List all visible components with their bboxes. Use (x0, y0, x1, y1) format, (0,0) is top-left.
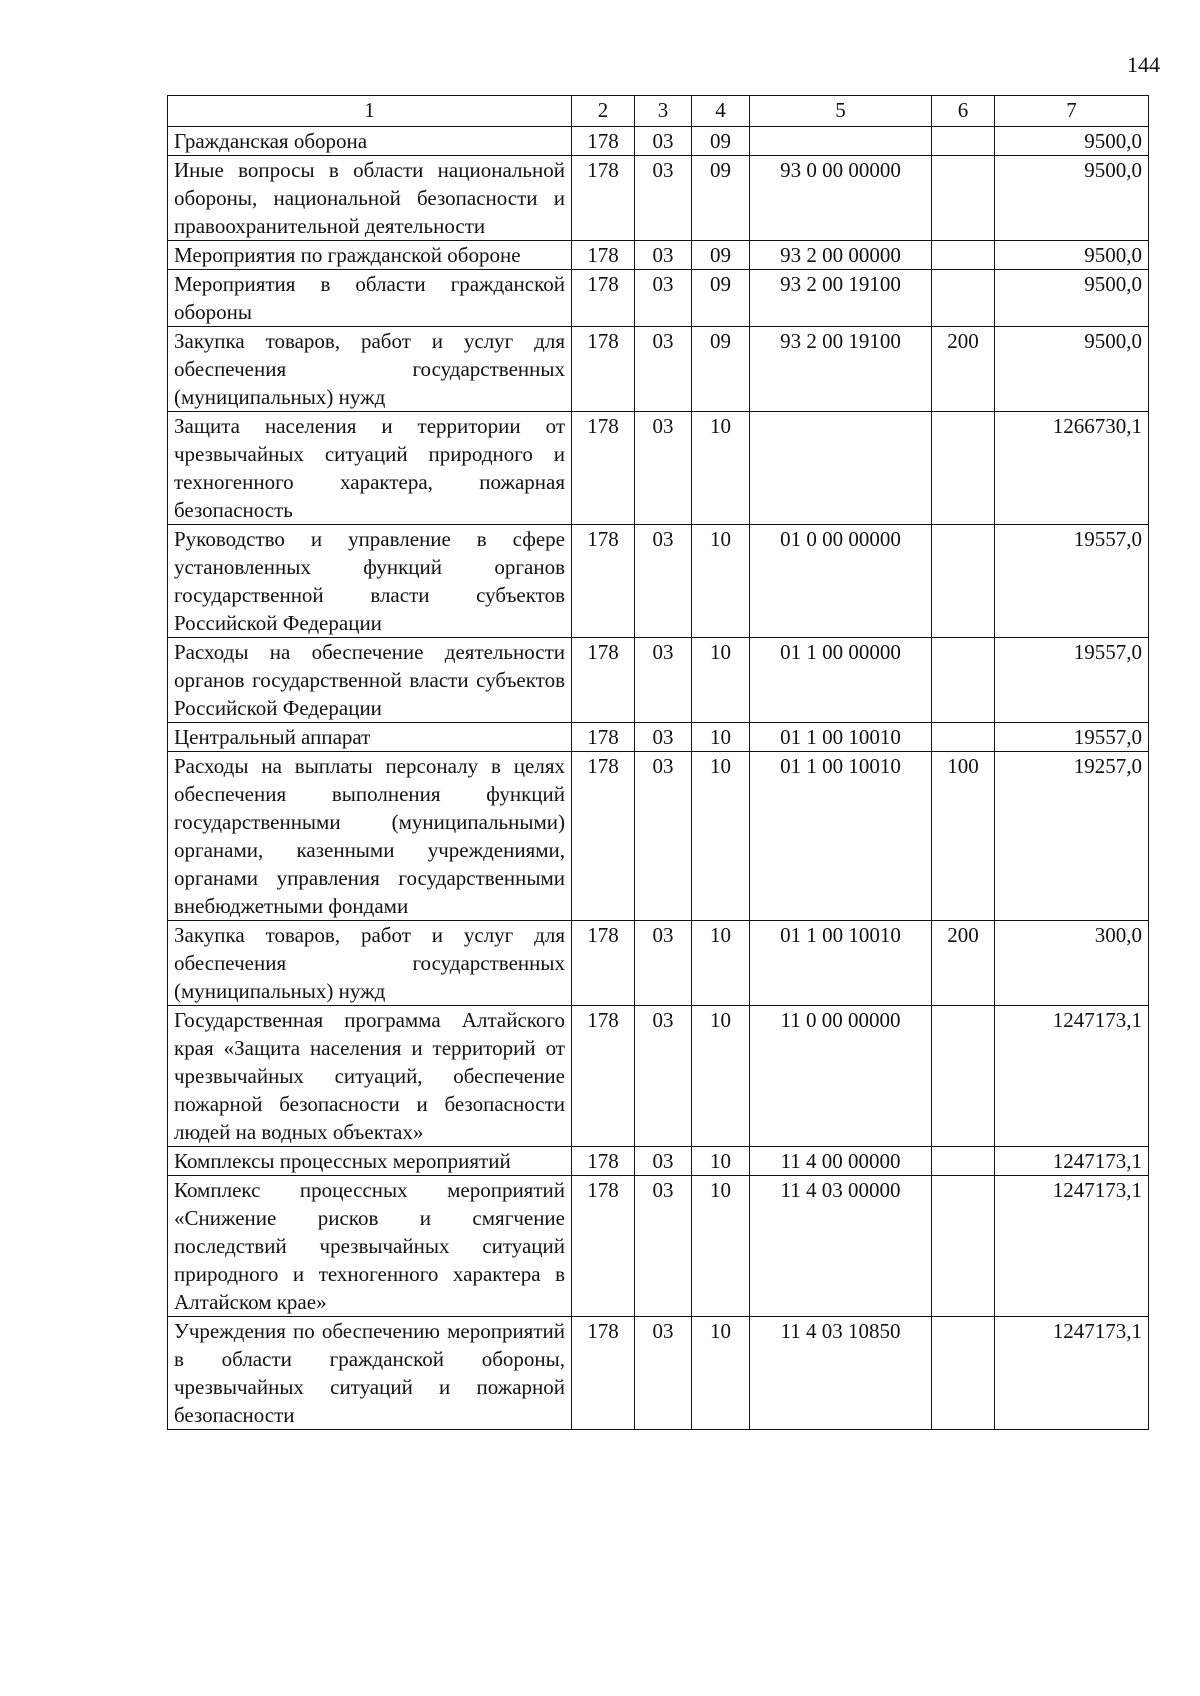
section-code-cell: 03 (635, 1317, 692, 1430)
ministry-code-cell: 178 (572, 723, 635, 752)
subsection-code-cell: 10 (692, 723, 750, 752)
section-code-cell: 03 (635, 412, 692, 525)
table-row (168, 525, 1149, 638)
section-code-cell: 03 (635, 638, 692, 723)
subsection-code-cell: 10 (692, 752, 750, 921)
ministry-code-cell: 178 (572, 412, 635, 525)
amount-cell: 1247173,1 (995, 1147, 1149, 1176)
subsection-code-cell: 10 (692, 921, 750, 1006)
target-article-code-cell: 93 2 00 19100 (750, 327, 932, 412)
table-row (168, 1147, 1149, 1176)
section-code-cell: 03 (635, 525, 692, 638)
target-article-code-cell: 11 4 03 00000 (750, 1176, 932, 1317)
expense-type-code-cell (932, 412, 995, 525)
item-name-cell: Расходы на выплаты персоналу в целях обеспечения выполнения функций государственными (муниципальными) органами, казенными учреждениями, органами управления государственными внебюджетными фондами (168, 752, 572, 921)
section-code-cell: 03 (635, 723, 692, 752)
item-name-cell: Иные вопросы в области национальной обороны, национальной безопасности и правоохранительной деятельности (168, 156, 572, 241)
table-row (168, 412, 1149, 525)
ministry-code-cell: 178 (572, 1006, 635, 1147)
subsection-code-cell: 09 (692, 127, 750, 156)
amount-cell: 19557,0 (995, 638, 1149, 723)
header-col-3: 3 (635, 96, 692, 127)
item-name-cell: Закупка товаров, работ и услуг для обеспечения государственных (муниципальных) нужд (168, 921, 572, 1006)
subsection-code-cell: 09 (692, 156, 750, 241)
item-name-cell: Комплекс процессных мероприятий «Снижение рисков и смягчение последствий чрезвычайных ситуаций природного и техногенного характера в Алтайском крае» (168, 1176, 572, 1317)
target-article-code-cell: 01 1 00 00000 (750, 638, 932, 723)
section-code-cell: 03 (635, 1147, 692, 1176)
item-name-cell: Комплексы процессных мероприятий (168, 1147, 572, 1176)
table-row (168, 241, 1149, 270)
header-col-4: 4 (692, 96, 750, 127)
item-name-cell: Мероприятия в области гражданской обороны (168, 270, 572, 327)
table-row (168, 723, 1149, 752)
target-article-code-cell: 01 1 00 10010 (750, 752, 932, 921)
amount-cell: 19557,0 (995, 723, 1149, 752)
item-name-cell: Гражданская оборона (168, 127, 572, 156)
target-article-code-cell: 93 2 00 00000 (750, 241, 932, 270)
amount-cell: 1247173,1 (995, 1006, 1149, 1147)
section-code-cell: 03 (635, 156, 692, 241)
section-code-cell: 03 (635, 752, 692, 921)
page-number: 144 (1127, 52, 1160, 77)
ministry-code-cell: 178 (572, 327, 635, 412)
subsection-code-cell: 10 (692, 525, 750, 638)
subsection-code-cell: 09 (692, 270, 750, 327)
ministry-code-cell: 178 (572, 525, 635, 638)
amount-cell: 9500,0 (995, 127, 1149, 156)
expense-type-code-cell: 100 (932, 752, 995, 921)
target-article-code-cell: 11 4 03 10850 (750, 1317, 932, 1430)
target-article-code-cell (750, 127, 932, 156)
ministry-code-cell: 178 (572, 270, 635, 327)
section-code-cell: 03 (635, 1176, 692, 1317)
header-col-6: 6 (932, 96, 995, 127)
ministry-code-cell: 178 (572, 921, 635, 1006)
table-header (168, 96, 1149, 127)
amount-cell: 9500,0 (995, 270, 1149, 327)
section-code-cell: 03 (635, 127, 692, 156)
expense-type-code-cell (932, 1317, 995, 1430)
amount-cell: 19257,0 (995, 752, 1149, 921)
amount-cell: 1266730,1 (995, 412, 1149, 525)
target-article-code-cell: 01 0 00 00000 (750, 525, 932, 638)
ministry-code-cell: 178 (572, 752, 635, 921)
section-code-cell: 03 (635, 1006, 692, 1147)
header-col-2: 2 (572, 96, 635, 127)
expense-type-code-cell (932, 723, 995, 752)
budget-table (167, 95, 1149, 1430)
amount-cell: 19557,0 (995, 525, 1149, 638)
table-row (168, 270, 1149, 327)
target-article-code-cell: 01 1 00 10010 (750, 723, 932, 752)
table-row (168, 1176, 1149, 1317)
item-name-cell: Центральный аппарат (168, 723, 572, 752)
subsection-code-cell: 10 (692, 638, 750, 723)
expense-type-code-cell (932, 241, 995, 270)
target-article-code-cell: 01 1 00 10010 (750, 921, 932, 1006)
target-article-code-cell: 93 0 00 00000 (750, 156, 932, 241)
ministry-code-cell: 178 (572, 1317, 635, 1430)
table-row (168, 127, 1149, 156)
section-code-cell: 03 (635, 921, 692, 1006)
target-article-code-cell: 11 4 00 00000 (750, 1147, 932, 1176)
table-row (168, 1317, 1149, 1430)
ministry-code-cell: 178 (572, 127, 635, 156)
target-article-code-cell: 93 2 00 19100 (750, 270, 932, 327)
header-col-1: 1 (168, 96, 572, 127)
subsection-code-cell: 10 (692, 1176, 750, 1317)
subsection-code-cell: 10 (692, 1147, 750, 1176)
expense-type-code-cell (932, 156, 995, 241)
target-article-code-cell: 11 0 00 00000 (750, 1006, 932, 1147)
amount-cell: 9500,0 (995, 241, 1149, 270)
amount-cell: 1247173,1 (995, 1317, 1149, 1430)
section-code-cell: 03 (635, 327, 692, 412)
subsection-code-cell: 10 (692, 1006, 750, 1147)
amount-cell: 300,0 (995, 921, 1149, 1006)
header-col-5: 5 (750, 96, 932, 127)
amount-cell: 9500,0 (995, 156, 1149, 241)
table-row (168, 1006, 1149, 1147)
expense-type-code-cell (932, 270, 995, 327)
expense-type-code-cell (932, 1147, 995, 1176)
item-name-cell: Государственная программа Алтайского края «Защита населения и территорий от чрезвычайных ситуаций, обеспечение пожарной безопасности и безопасности людей на водных объектах» (168, 1006, 572, 1147)
ministry-code-cell: 178 (572, 1176, 635, 1317)
expense-type-code-cell (932, 525, 995, 638)
table-row (168, 638, 1149, 723)
ministry-code-cell: 178 (572, 638, 635, 723)
target-article-code-cell (750, 412, 932, 525)
item-name-cell: Закупка товаров, работ и услуг для обеспечения государственных (муниципальных) нужд (168, 327, 572, 412)
expense-type-code-cell: 200 (932, 327, 995, 412)
header-col-7: 7 (995, 96, 1149, 127)
subsection-code-cell: 09 (692, 327, 750, 412)
expense-type-code-cell (932, 1176, 995, 1317)
amount-cell: 9500,0 (995, 327, 1149, 412)
ministry-code-cell: 178 (572, 1147, 635, 1176)
item-name-cell: Мероприятия по гражданской обороне (168, 241, 572, 270)
subsection-code-cell: 10 (692, 1317, 750, 1430)
ministry-code-cell: 178 (572, 241, 635, 270)
table-body (168, 127, 1149, 1430)
amount-cell: 1247173,1 (995, 1176, 1149, 1317)
item-name-cell: Защита населения и территории от чрезвычайных ситуаций природного и техногенного характера, пожарная безопасность (168, 412, 572, 525)
expense-type-code-cell (932, 638, 995, 723)
ministry-code-cell: 178 (572, 156, 635, 241)
section-code-cell: 03 (635, 241, 692, 270)
expense-type-code-cell: 200 (932, 921, 995, 1006)
expense-type-code-cell (932, 127, 995, 156)
item-name-cell: Руководство и управление в сфере установленных функций органов государственной власти субъектов Российской Федерации (168, 525, 572, 638)
header-row (168, 96, 1149, 127)
expense-type-code-cell (932, 1006, 995, 1147)
table-row (168, 156, 1149, 241)
table-row (168, 921, 1149, 1006)
table-row (168, 752, 1149, 921)
item-name-cell: Учреждения по обеспечению мероприятий в области гражданской обороны, чрезвычайных ситуаций и пожарной безопасности (168, 1317, 572, 1430)
item-name-cell: Расходы на обеспечение деятельности органов государственной власти субъектов Российской Федерации (168, 638, 572, 723)
table-row (168, 327, 1149, 412)
subsection-code-cell: 10 (692, 412, 750, 525)
section-code-cell: 03 (635, 270, 692, 327)
subsection-code-cell: 09 (692, 241, 750, 270)
